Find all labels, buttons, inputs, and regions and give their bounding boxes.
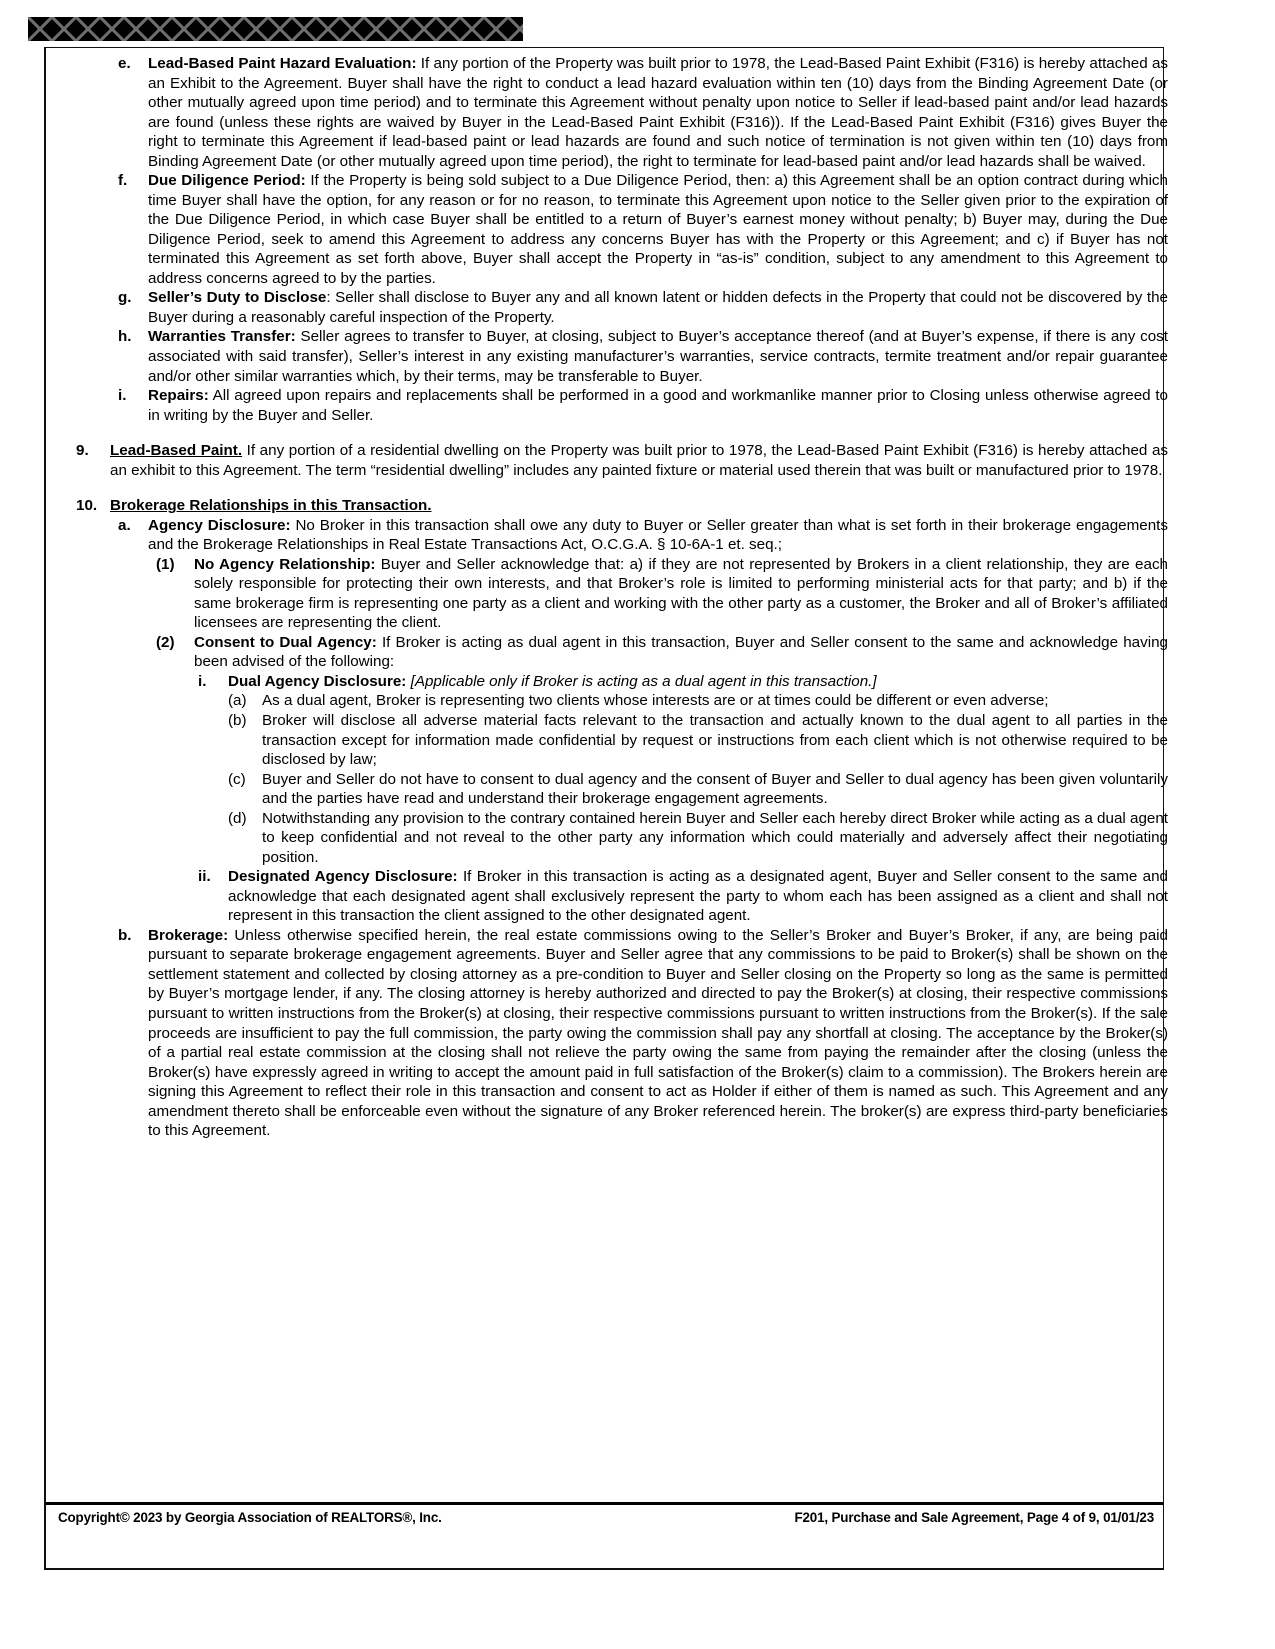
list-item-text [194,555,1168,633]
section-number: 9. [76,442,89,460]
footer-form-info: F201, Purchase and Sale Agreement, Page 4 of 9, 01/01/23 [794,1510,1154,1525]
list-marker: b. [118,926,132,944]
section-9 [58,441,1168,480]
list-item-text: As a dual agent, Broker is representing two clients whose interests are or at times could be different or even adverse; [262,692,1049,710]
list-item [58,926,1168,1141]
item-label: Agency Disclosure: [148,516,291,534]
section-heading: Lead-Based Paint. [110,442,243,460]
list-item [58,809,1168,868]
section-text [110,496,1168,516]
list-item-text: Buyer and Seller do not have to consent to dual agency and the consent of Buyer and Seller to dual agency has been given voluntarily and the parties have read and understand their brokerage engagement agreements. [262,770,1168,808]
list-item [58,770,1168,809]
scanner-edge-artifact [28,17,523,41]
item-label: Dual Agency Disclosure: [228,672,407,690]
list-marker: e. [118,55,131,72]
item-label: Warranties Transfer: [148,328,296,346]
list-marker: h. [118,328,132,346]
list-item [58,386,1168,425]
item-label: Due Diligence Period: [148,172,306,190]
list-marker: (1) [156,555,175,573]
item-body-italic: [Applicable only if Broker is acting as a dual agent in this transaction.] [406,672,877,690]
list-item-text [148,386,1168,425]
list-item [58,54,1168,171]
list-item-text [148,327,1168,386]
spacer [58,480,1168,496]
item-body: All agreed upon repairs and replacements shall be performed in a good and workmanlike manner prior to Closing unless otherwise agreed to in writing by the Buyer and Seller. [148,387,1168,424]
list-item-text [148,926,1168,1141]
item-body: Unless otherwise specified herein, the real estate commissions owing to the Seller’s Broker and Buyer’s Broker, if any, are being paid pursuant to separate brokerage engagement agreements. Buyer and Seller agree that any commissions to be paid to Broker(s) shall be shown on the settlement statement and collected by closing attorney as a pre-condition to Buyer and Seller closing on the Property so long as the same is permitted by Buyer’s mortgage lender, if any. The closing attorney is hereby authorized and directed to pay the Broker(s) at closing, their respective commissions pursuant to written instructions from the Broker(s) at closing, their respective commissions pursuant to written instructions from the Broker(s). If the sale proceeds are insufficient to pay the full commission, the party owing the commission shall pay any shortfall at closing. The acceptance by the Broker(s) of a partial real estate commission at the closing shall not relieve the party owing the same from paying the remainder after the closing (unless the Broker(s) have expressly agreed in writing to accept the amount paid in full satisfaction of the Broker(s) claim to a commission). The Brokers herein are signing this Agreement to reflect their role in this transaction and consent to act as Holder if either of them is named as such. This Agreement and any amendment thereto shall be enforceable even without the signature of any Broker referenced herein. The broker(s) are express third-party beneficiaries to this Agreement. [148,926,1168,1140]
section-text [110,441,1168,480]
list-item [58,288,1168,327]
item-body: If the Property is being sold subject to a Due Diligence Period, then: a) this Agreement shall be an option contract during which time Buyer shall have the option, for any reason or for no reason, to terminate this Agreement upon notice to the Seller given prior to the expiration of the Due Diligence Period, in which case Buyer shall be entitled to a return of Buyer’s earnest money without penalty; b) Buyer may, during the Due Diligence Period, seek to amend this Agreement to address any concerns Buyer has with the Property or this Agreement; and c) if Buyer has not terminated this Agreement as set forth above, Buyer shall accept the Property in “as-is” condition, subject to any amendment to this Agreement to address concerns agreed to by the parties. [148,172,1168,287]
item-body: Seller agrees to transfer to Buyer, at closing, subject to Buyer’s acceptance thereof (and at Buyer’s expense, if there is any cost associated with said transfer), Seller’s interest in any existing manufacturer’s warranties, service contracts, termite treatment and/or repair guarantee and/or other similar warranties which, by their terms, may be transferable to Buyer. [148,328,1168,385]
list-item [58,555,1168,633]
list-item-text [148,171,1168,288]
item-body: Buyer and Seller acknowledge that: a) if they are not represented by Brokers in a client relationship, they are each solely responsible for protecting their own interests, and that Broker’s role is limited to performing ministerial acts for that party; and b) if the same brokerage firm is representing one party as a client and working with the other party as a customer, the Broker and all of Broker’s affiliated licensees are representing the client. [194,555,1168,632]
list-marker: g. [118,289,132,307]
list-item [58,711,1168,770]
item-body: If Broker in this transaction is acting as a designated agent, Buyer and Seller consent to the same and acknowledge that each designated agent shall exclusively represent the party to whom each has been assigned as a client and shall not represent in this transaction the client assigned to the other designated agent. [228,868,1168,925]
list-marker: ii. [198,868,211,886]
list-marker: (a) [228,692,247,710]
list-item-text: Notwithstanding any provision to the contrary contained herein Buyer and Seller each hereby direct Broker while acting as a dual agent to keep confidential and not reveal to the other party any information which could materially and adversely affect their negotiating position. [262,809,1168,866]
item-body: If any portion of the Property was built prior to 1978, the Lead-Based Paint Exhibit (F316) is hereby attached as an Exhibit to the Agreement. Buyer shall have the right to conduct a lead hazard evaluation within ten (10) days from the Binding Agreement Date (or other mutually agreed upon time period) and to terminate this Agreement without penalty upon notice to Seller if lead-based paint and/or lead hazards are found (unless these rights are waived by Buyer in the Lead-Based Paint Exhibit (F316)). If the Lead-Based Paint Exhibit (F316) gives Buyer the right to terminate this Agreement if lead-based paint or lead hazards are found and such notice of termination is not given within ten (10) days from Binding Agreement Date (or other mutually agreed upon time period), the right to terminate for lead-based paint and/or lead hazards shall be waived. [148,55,1168,170]
list-item [58,633,1168,672]
list-item [58,672,1168,692]
item-label: Brokerage: [148,926,229,944]
item-body: : Seller shall disclose to Buyer any and all known latent or hidden defects in the Property that could not be discovered by the Buyer during a reasonably careful inspection of the Property. [148,289,1168,326]
list-item-text [148,516,1168,555]
list-marker: i. [118,387,127,405]
section-body: If any portion of a residential dwelling on the Property was built prior to 1978, the Lead-Based Paint Exhibit (F316) is hereby attached as an exhibit to this Agreement. The term “residential dwelling” includes any painted fixture or material used therein that was built or manufactured prior to 1978. [110,442,1168,479]
list-item-text [148,54,1168,171]
list-marker: a. [118,516,131,534]
list-item [58,327,1168,386]
list-marker: f. [118,172,128,190]
item-label: Consent to Dual Agency: [194,633,377,651]
footer-copyright: Copyright© 2023 by Georgia Association of REALTORS®, Inc. [58,1510,442,1525]
item-body: No Broker in this transaction shall owe any duty to Buyer or Seller greater than what is set forth in their brokerage engagements and the Brokerage Relationships in Real Estate Transactions Act, O.C.G.A. § 10-6A-1 et. seq.; [148,516,1168,554]
item-label: No Agency Relationship: [194,555,376,573]
page-footer [58,1510,1158,1525]
list-item [58,516,1168,555]
list-marker: (d) [228,809,247,827]
item-label: Seller’s Duty to Disclose [148,289,327,307]
list-item [58,691,1168,711]
list-marker: (b) [228,712,247,729]
section-heading: Brokerage Relationships in this Transaction. [110,497,432,515]
section-10 [58,496,1168,516]
list-marker: (c) [228,770,246,788]
list-item-text [228,672,1168,692]
list-item-text [148,288,1168,327]
list-item-text [194,633,1168,672]
list-item [58,171,1168,288]
section-number: 10. [76,497,98,515]
spacer [58,425,1168,441]
item-body: If Broker is acting as dual agent in this transaction, Buyer and Seller consent to the same and acknowledge having been advised of the following: [194,633,1168,671]
list-marker: i. [198,672,207,690]
item-label: Designated Agency Disclosure: [228,868,458,886]
list-item [58,867,1168,926]
item-label: Repairs: [148,387,209,405]
footer-divider [46,1502,1163,1505]
list-item-text: Broker will disclose all adverse material facts relevant to the transaction and actually known to the dual agent to all parties in the transaction except for information made confidential by request or instructions from each client which is not otherwise required to be disclosed by law; [262,712,1168,769]
document-content [58,54,1168,1141]
list-item-text [228,867,1168,926]
list-marker: (2) [156,633,175,651]
item-label: Lead-Based Paint Hazard Evaluation: [148,55,417,72]
